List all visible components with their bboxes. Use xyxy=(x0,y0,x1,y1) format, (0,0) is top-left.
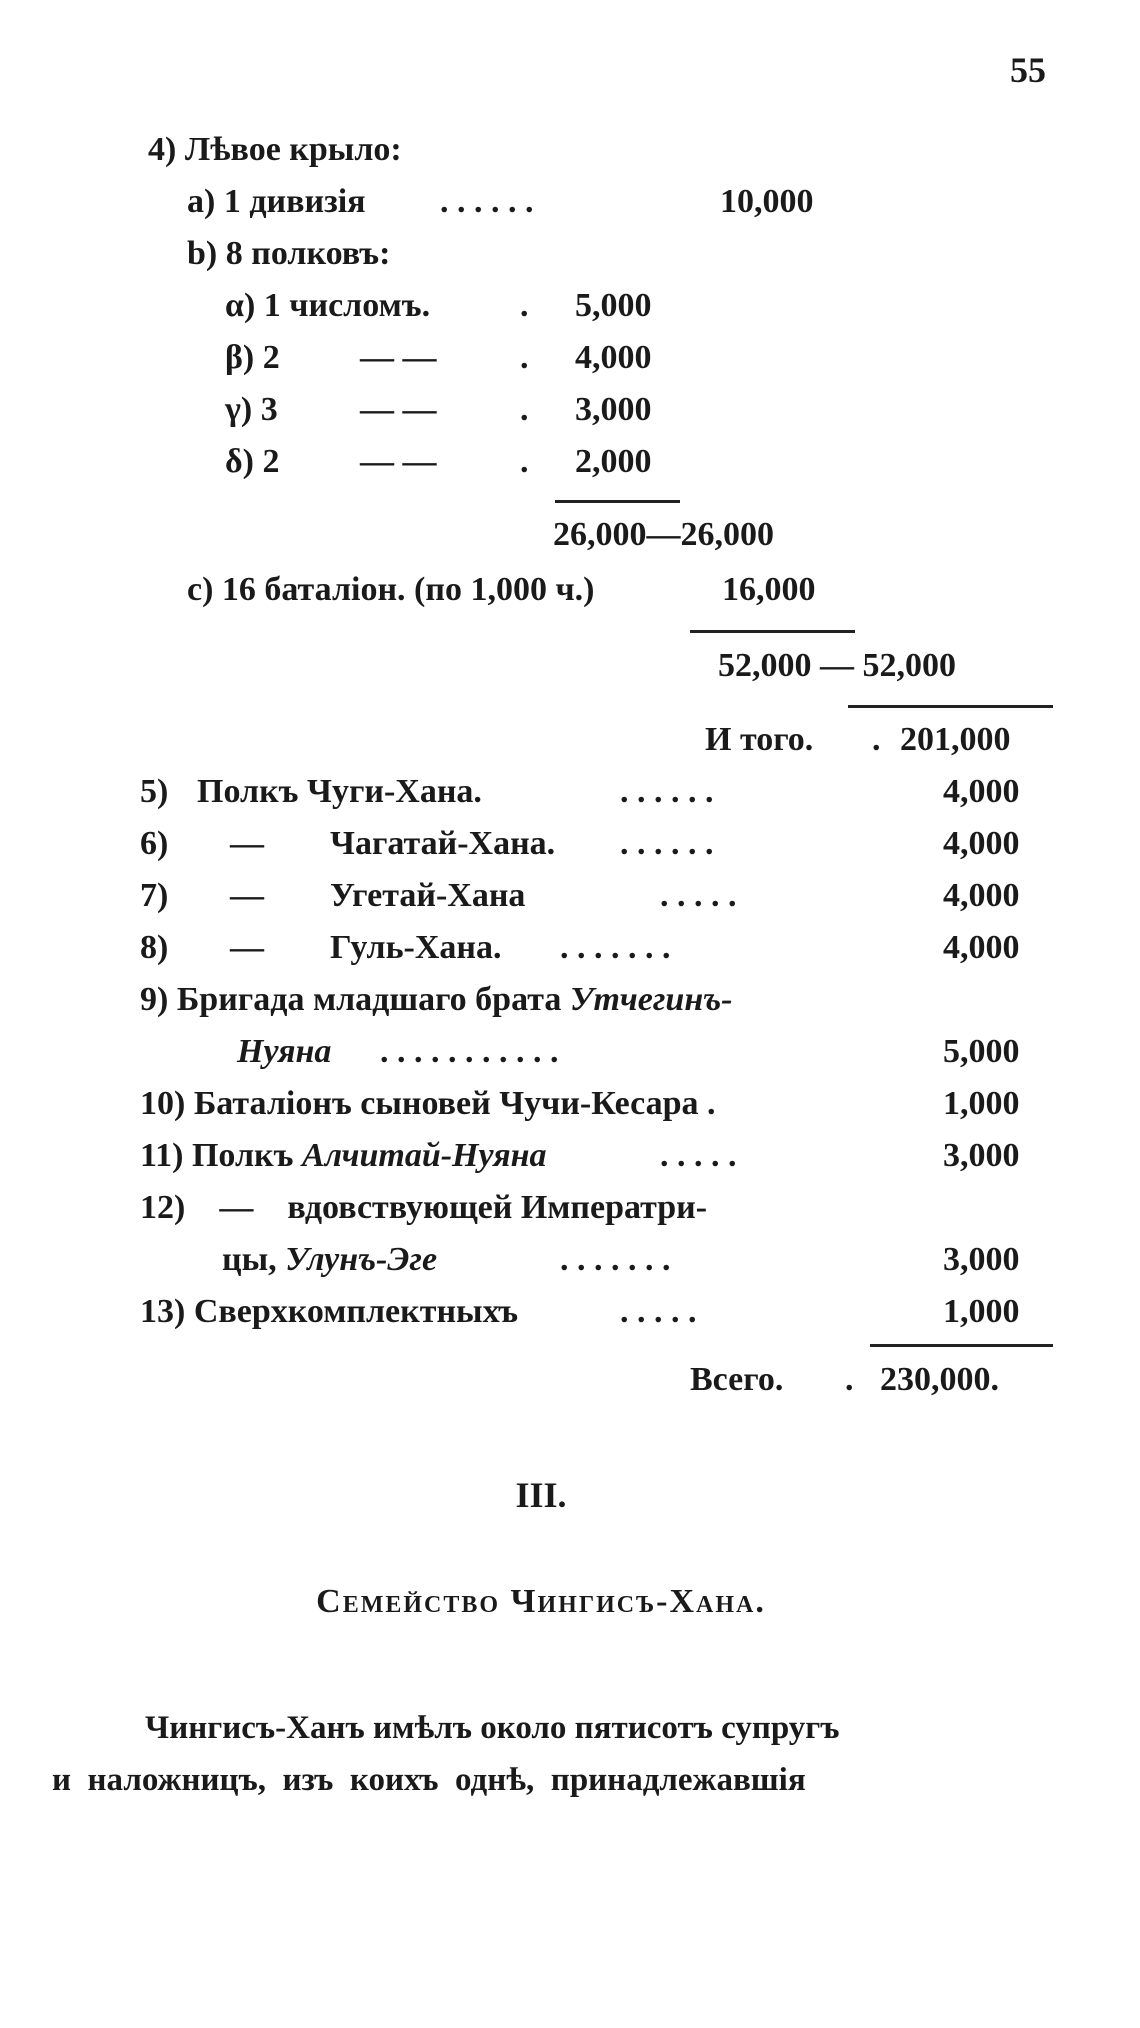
item-6-value: 4,000 xyxy=(943,825,1020,862)
grand-total-rule xyxy=(870,1344,1053,1347)
sub-beta-value: 4,000 xyxy=(575,339,652,376)
item-9-line1 xyxy=(140,980,732,1020)
itogo-label: И того. xyxy=(705,721,814,758)
item-6-name: Чагатай-Хана. xyxy=(330,825,556,862)
item-7-name: Угетай-Хана xyxy=(330,877,526,914)
item-11-value: 3,000 xyxy=(943,1137,1020,1174)
item-7-value: 4,000 xyxy=(943,877,1020,914)
b-subtotal: 26,000—26,000 xyxy=(553,516,774,553)
item-11-dots: . . . . . xyxy=(660,1137,737,1174)
item-9-text: 9) Бригада младшаго брата xyxy=(140,981,570,1018)
item-11-line xyxy=(140,1136,546,1176)
item-5-dots: . . . . . . xyxy=(620,773,714,810)
left-wing-heading: 4) Лѣвое крыло: xyxy=(148,131,402,168)
sub-alpha-value: 5,000 xyxy=(575,287,652,324)
grand-total-label: Всего. xyxy=(690,1361,784,1398)
item-5-value: 4,000 xyxy=(943,773,1020,810)
item-6-dots: . . . . . . xyxy=(620,825,714,862)
item-13-value: 1,000 xyxy=(943,1293,1020,1330)
grand-total-value: 230,000. xyxy=(880,1361,999,1398)
item-12-value: 3,000 xyxy=(943,1241,1020,1278)
section-title: Семейство Чингисъ-Хана. xyxy=(316,1583,766,1620)
item-6-num: 6) xyxy=(140,825,169,862)
paragraph-line-2: и наложницъ, изъ коихъ однѣ, принадлежавшія xyxy=(52,1762,806,1798)
item-8-dots: . . . . . . . xyxy=(560,929,671,966)
sub-beta-dots: . xyxy=(520,339,529,376)
sub-beta-dash: — — xyxy=(360,339,437,376)
item-13-dots: . . . . . xyxy=(620,1293,697,1330)
wing-total: 52,000 — 52,000 xyxy=(718,647,956,684)
item-7-dots: . . . . . xyxy=(660,877,737,914)
item-8-dash: — xyxy=(230,929,264,966)
itogo-dots: . xyxy=(872,721,881,758)
item-12-name: Улунъ-Эге xyxy=(285,1241,438,1278)
item-8-num: 8) xyxy=(140,929,169,966)
item-b-label: b) 8 полковъ: xyxy=(187,235,391,272)
sub-delta-dots: . xyxy=(520,443,529,480)
item-10-value: 1,000 xyxy=(943,1085,1020,1122)
itogo-value: 201,000 xyxy=(900,721,1011,758)
sub-beta-label: β) 2 xyxy=(225,339,280,376)
item-12-text: цы, xyxy=(222,1241,286,1278)
item-9-name-part2: Нуяна xyxy=(237,1033,332,1070)
wing-total-rule xyxy=(690,630,855,633)
sub-delta-dash: — — xyxy=(360,443,437,480)
sub-gamma-dots: . xyxy=(520,391,529,428)
item-5-num: 5) xyxy=(140,773,169,810)
sub-gamma-dash: — — xyxy=(360,391,437,428)
item-12-line1: 12) — вдовствующей Императри- xyxy=(140,1189,708,1226)
sub-alpha-label: α) 1 числомъ. xyxy=(225,287,431,324)
sub-gamma-label: γ) 3 xyxy=(225,391,278,428)
sub-gamma-value: 3,000 xyxy=(575,391,652,428)
item-a-dots: . . . . . . xyxy=(440,183,534,220)
subtotal-rule xyxy=(555,500,680,503)
item-8-name: Гуль-Хана. xyxy=(330,929,502,966)
item-9-value: 5,000 xyxy=(943,1033,1020,1070)
paragraph-line-1: Чингисъ-Ханъ имѣлъ около пятисотъ супругъ xyxy=(145,1710,840,1746)
item-7-dash: — xyxy=(230,877,264,914)
item-c-value: 16,000 xyxy=(722,571,816,608)
page-number: 55 xyxy=(1010,50,1046,90)
item-5-name: Полкъ Чуги-Хана. xyxy=(197,773,482,810)
item-7-num: 7) xyxy=(140,877,169,914)
item-a-value: 10,000 xyxy=(720,183,814,220)
sub-delta-value: 2,000 xyxy=(575,443,652,480)
item-9-name-part1: Утчегинъ- xyxy=(569,981,733,1018)
sub-delta-label: δ) 2 xyxy=(225,443,280,480)
item-10-text: 10) Баталіонъ сыновей Чучи-Кесара . xyxy=(140,1085,716,1122)
item-9-dots: . . . . . . . . . . . xyxy=(380,1033,559,1070)
item-12-dots: . . . . . . . xyxy=(560,1241,671,1278)
item-13-text: 13) Сверхкомплектныхъ xyxy=(140,1293,519,1330)
item-a-label: a) 1 дивизія xyxy=(187,183,366,220)
sub-alpha-dots: . xyxy=(520,287,529,324)
itogo-rule xyxy=(848,705,1053,708)
item-12-line2 xyxy=(222,1240,437,1280)
grand-total-dots: . xyxy=(845,1361,854,1398)
item-6-dash: — xyxy=(230,825,264,862)
item-8-value: 4,000 xyxy=(943,929,1020,966)
item-11-name: Алчитай-Нуяна xyxy=(301,1137,547,1174)
item-11-text: 11) Полкъ xyxy=(140,1137,302,1174)
item-c-label: c) 16 баталіон. (по 1,000 ч.) xyxy=(187,571,595,608)
section-number: III. xyxy=(515,1475,567,1515)
